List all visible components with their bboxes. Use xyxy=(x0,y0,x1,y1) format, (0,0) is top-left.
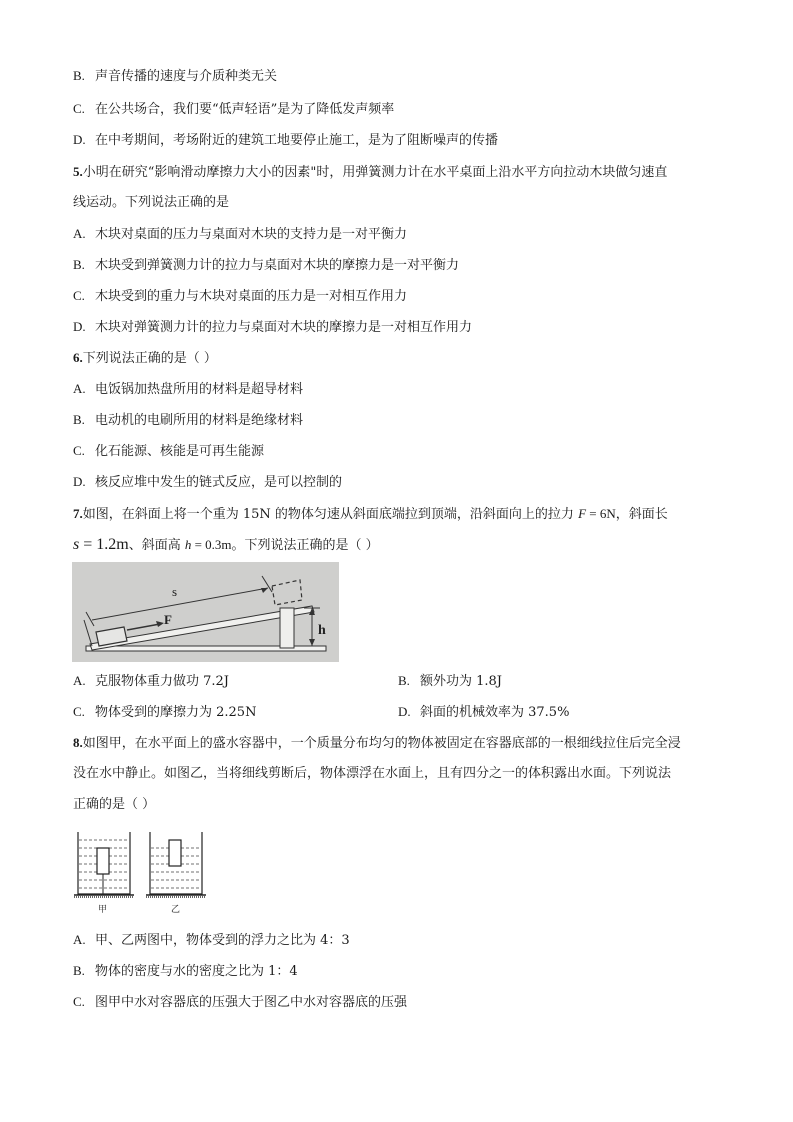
object-submerged xyxy=(97,848,109,874)
q7-stem-line1: 7.如图，在斜面上将一个重为 15N 的物体匀速从斜面底端拉到顶端，沿斜面向上的拉力 F = 6N，斜面长 xyxy=(73,506,668,522)
containers-diagram xyxy=(72,830,212,916)
q7-option-d: D. 斜面的机械效率为 37.5% xyxy=(398,704,570,720)
q5-option-b: B. 木块受到弹簧测力计的拉力与桌面对木块的摩擦力是一对平衡力 xyxy=(73,257,460,273)
q5-option-a: A. 木块对桌面的压力与桌面对木块的支持力是一对平衡力 xyxy=(73,226,408,242)
q8-stem-line3: 正确的是（ ） xyxy=(73,797,156,812)
q8-container-figure xyxy=(72,830,212,916)
q7-stem-line2: s = 1.2m、斜面高 h = 0.3m。下列说法正确的是（ ） xyxy=(73,536,379,553)
q8-option-a: A. 甲、乙两图中，物体受到的浮力之比为 4：3 xyxy=(73,932,350,948)
f-label: F xyxy=(164,612,172,627)
q6-option-c: C. 化石能源、核能是可再生能源 xyxy=(73,443,265,459)
q8-stem-line2: 没在水中静止。如图乙，当将细线剪断后，物体漂浮在水面上，且有四分之一的体积露出水面。下列说法 xyxy=(73,766,672,781)
q5-option-d: D. 木块对弹簧测力计的拉力与桌面对木块的摩擦力是一对相互作用力 xyxy=(73,319,473,335)
q5-stem-line1: 5.小明在研究“影响滑动摩擦力大小的因素"时，用弹簧测力计在水平桌面上沿水平方向拉动木块做匀速直 xyxy=(73,164,668,180)
q8-option-b: B. 物体的密度与水的密度之比为 1：4 xyxy=(73,963,298,979)
label-yi: 乙 xyxy=(171,905,181,915)
s-label: s xyxy=(172,584,178,599)
q4-option-b: B. 声音传播的速度与介质种类无关 xyxy=(73,68,278,84)
container-yi xyxy=(146,832,206,897)
q5-option-c: C. 木块受到的重力与木块对桌面的压力是一对相互作用力 xyxy=(73,288,408,304)
q4-option-d: D. 在中考期间，考场附近的建筑工地要停止施工，是为了阻断噪声的传播 xyxy=(73,132,499,148)
q6-option-d: D. 核反应堆中发生的链式反应，是可以控制的 xyxy=(73,474,343,490)
label-jia: 甲 xyxy=(98,905,108,915)
q5-stem-line2: 线运动。下列说法正确的是 xyxy=(73,195,230,210)
q7-incline-figure xyxy=(72,562,339,662)
q7-option-c: C. 物体受到的摩擦力为 2.25N xyxy=(73,704,257,720)
q6-option-b: B. 电动机的电刷所用的材料是绝缘材料 xyxy=(73,412,304,428)
q7-option-b: B. 额外功为 1.8J xyxy=(398,673,503,689)
h-label: h xyxy=(318,623,326,638)
support-column xyxy=(280,608,294,648)
container-jia xyxy=(74,832,134,897)
q8-stem-line1: 8.如图甲，在水平面上的盛水容器中，一个质量分布均匀的物体被固定在容器底部的一根细线拉住后完全浸 xyxy=(73,735,681,751)
q4-option-c: C. 在公共场合，我们要“低声轻语”是为了降低发声频率 xyxy=(73,101,395,117)
object-floating xyxy=(169,840,181,866)
q7-option-a: A. 克服物体重力做功 7.2J xyxy=(73,673,230,689)
q8-option-c: C. 图甲中水对容器底的压强大于图乙中水对容器底的压强 xyxy=(73,994,408,1010)
q6-stem: 6.下列说法正确的是（ ） xyxy=(73,350,217,366)
incline-diagram xyxy=(72,562,339,662)
q6-option-a: A. 电饭锅加热盘所用的材料是超导材料 xyxy=(73,381,304,397)
